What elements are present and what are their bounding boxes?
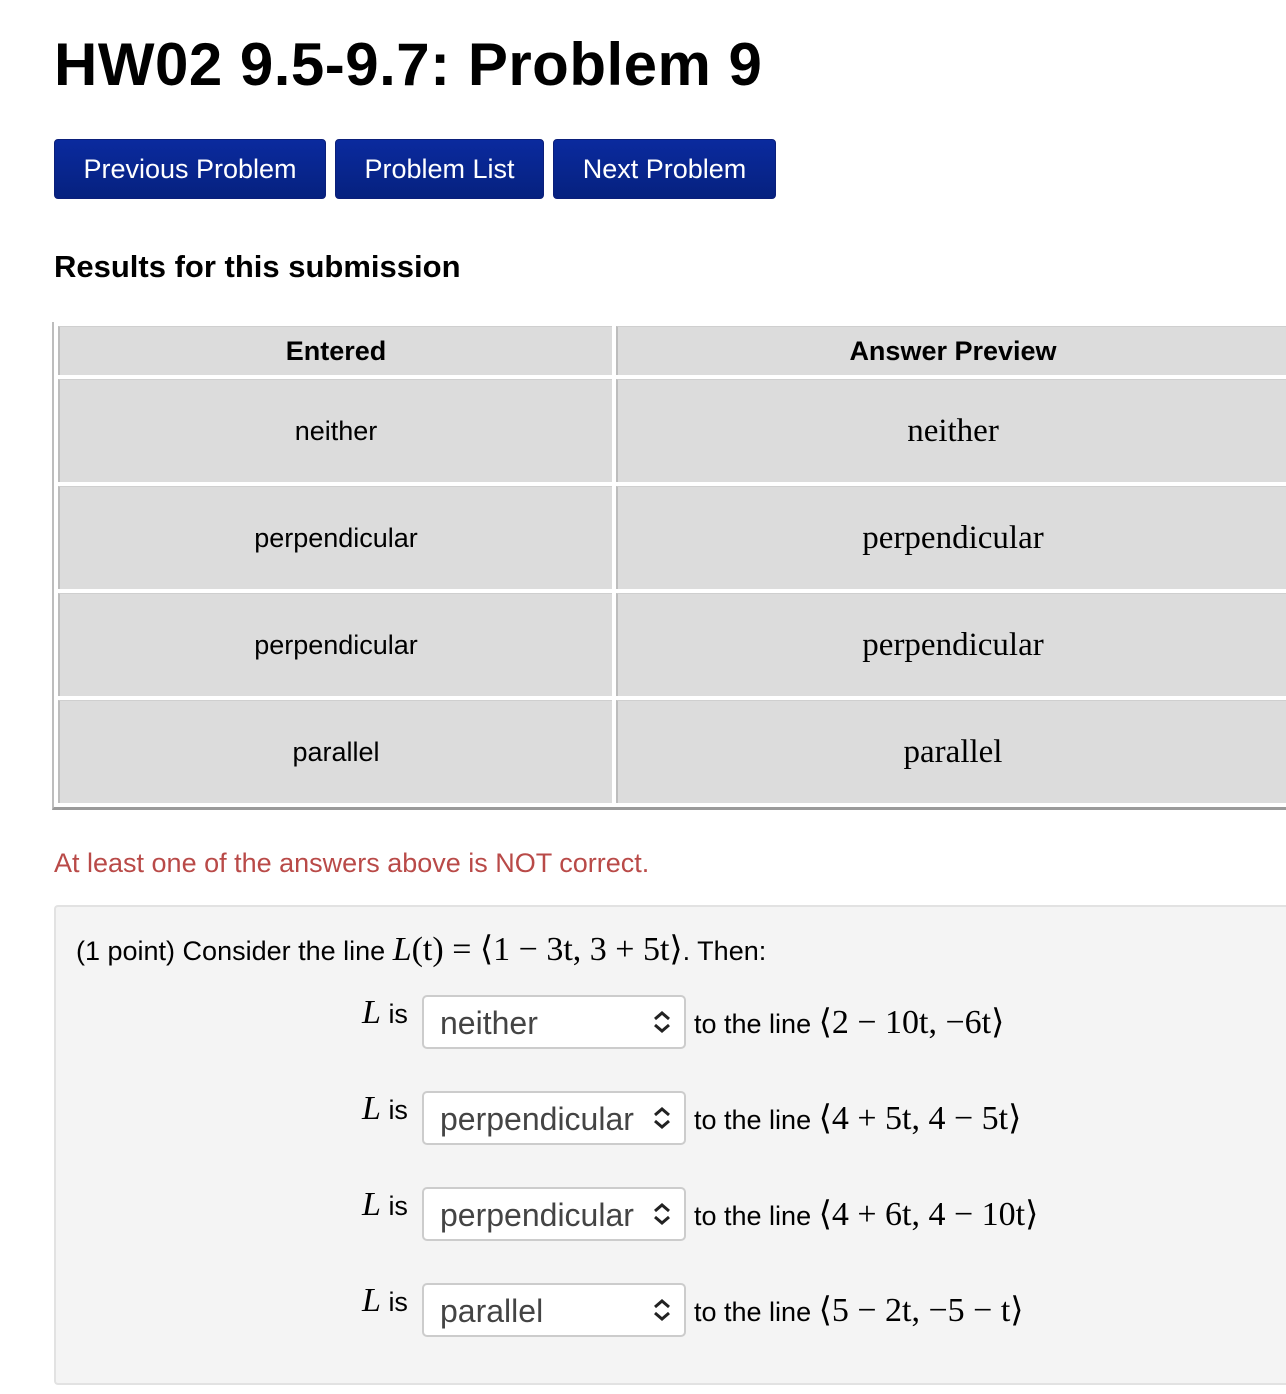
question-row: [362, 1281, 1024, 1339]
problem-points-text: (1 point) Consider the line: [76, 936, 386, 966]
problem-body: [54, 905, 1286, 1385]
table-row: [58, 593, 1286, 696]
answer-select-2[interactable]: [422, 1091, 686, 1145]
entered-cell: perpendicular: [58, 486, 612, 589]
question-row: [362, 1185, 1038, 1243]
l-is-label: L is: [362, 1090, 408, 1127]
select-chevron-icon: [652, 1106, 672, 1130]
column-header-answer-preview: Answer Preview: [616, 326, 1286, 375]
entered-cell: parallel: [58, 700, 612, 803]
target-line: to the line ⟨4 + 5t, 4 − 5t⟩: [694, 1100, 1022, 1137]
preview-cell: perpendicular: [616, 486, 1286, 589]
next-problem-button[interactable]: Next Problem: [553, 139, 776, 199]
select-chevron-icon: [652, 1298, 672, 1322]
problem-list-button[interactable]: Problem List: [335, 139, 544, 199]
l-is-label: L is: [362, 1282, 408, 1319]
preview-cell: parallel: [616, 700, 1286, 803]
line-definition: L(t) = ⟨1 − 3t, 3 + 5t⟩: [392, 931, 683, 968]
preview-cell: perpendicular: [616, 593, 1286, 696]
answer-select-4[interactable]: [422, 1283, 686, 1337]
l-is-label: L is: [362, 1186, 408, 1223]
answer-status-message: At least one of the answers above is NOT correct.: [54, 848, 650, 878]
question-row: [362, 1089, 1021, 1147]
then-text: . Then:: [682, 936, 767, 966]
select-value: parallel: [440, 1293, 544, 1329]
target-line: to the line ⟨5 − 2t, −5 − t⟩: [694, 1292, 1024, 1329]
entered-cell: neither: [58, 379, 612, 482]
entered-cell: perpendicular: [58, 593, 612, 696]
select-chevron-icon: [652, 1202, 672, 1226]
table-row: [58, 379, 1286, 482]
problem-statement: [76, 929, 766, 969]
select-chevron-icon: [652, 1010, 672, 1034]
table-row: [58, 700, 1286, 803]
problem-nav: [54, 139, 776, 199]
table-header-row: [58, 326, 1286, 375]
l-is-label: L is: [362, 994, 408, 1031]
select-value: neither: [440, 1005, 538, 1041]
previous-problem-button[interactable]: Previous Problem: [54, 139, 326, 199]
answer-select-3[interactable]: [422, 1187, 686, 1241]
target-line: to the line ⟨2 − 10t, −6t⟩: [694, 1004, 1005, 1041]
page-title: HW02 9.5-9.7: Problem 9: [54, 31, 763, 98]
column-header-entered: Entered: [58, 326, 612, 375]
results-table: [52, 322, 1286, 810]
target-line: to the line ⟨4 + 6t, 4 − 10t⟩: [694, 1196, 1039, 1233]
answer-select-1[interactable]: [422, 995, 686, 1049]
results-heading: Results for this submission: [54, 249, 461, 284]
select-value: perpendicular: [440, 1197, 634, 1233]
select-value: perpendicular: [440, 1101, 634, 1137]
question-row: [362, 993, 1004, 1051]
table-row: [58, 486, 1286, 589]
preview-cell: neither: [616, 379, 1286, 482]
